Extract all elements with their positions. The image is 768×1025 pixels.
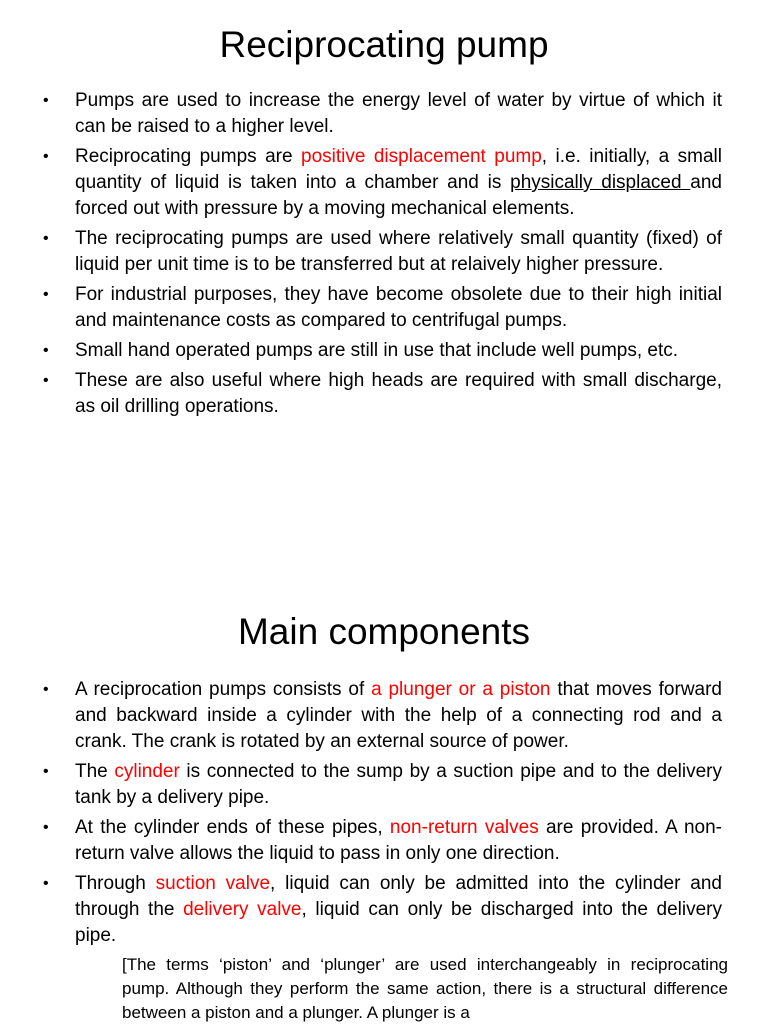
- slide-title: Main components: [237, 611, 531, 652]
- bullet-item: [75, 871, 722, 949]
- bullet-item: [75, 144, 722, 222]
- text-segment: A reciprocation pumps consists of: [75, 679, 372, 700]
- text-segment: For industrial purposes, they have become obsolete due to their high initial and maintenance costs as compared to centrifugal pumps.: [75, 284, 722, 331]
- highlighted-term: suction valve: [155, 873, 271, 894]
- bullet-item: [75, 88, 722, 140]
- text-segment: and forced out with pressure by a moving mechanical elements.: [75, 172, 722, 219]
- text-segment: The reciprocating pumps are used where relatively small quantity (fixed) of liquid per unit time is to be transferred but at relaively higher pressure.: [75, 228, 722, 275]
- bullet-item: [75, 338, 722, 364]
- text-segment: , i.e. initially, a small quantity of liquid is taken into a chamber and is: [75, 146, 722, 193]
- highlighted-term: a plunger or a piston: [371, 679, 551, 700]
- text-segment: , liquid can only be discharged into the delivery pipe.: [75, 899, 723, 946]
- slide-main-components: [0, 600, 768, 1025]
- highlighted-term: non-return valves: [389, 817, 539, 838]
- text-segment: is connected to the sump by a suction pipe and to the delivery tank by a delivery pipe.: [75, 761, 722, 808]
- highlighted-term: positive displacement pump: [301, 146, 542, 167]
- underlined-text: physically displaced: [510, 172, 691, 193]
- bullet-item: [75, 282, 722, 334]
- text-segment: Pumps are used to increase the energy level of water by virtue of which it can be raised to a higher level.: [75, 90, 722, 137]
- text-segment: The: [75, 761, 115, 782]
- text-segment: Reciprocating pumps are: [75, 146, 301, 167]
- text-segment: Through: [75, 873, 156, 894]
- bullet-item: [75, 368, 722, 420]
- bullet-list: [75, 677, 722, 949]
- bullet-list: [75, 88, 722, 420]
- slide-title: Reciprocating pump: [219, 24, 549, 65]
- text-segment: These are also useful where high heads are required with small discharge, as oil drilling operations.: [75, 370, 722, 417]
- bullet-item: [75, 759, 722, 811]
- highlighted-term: delivery valve: [183, 899, 302, 920]
- bullet-item: [75, 226, 722, 278]
- text-segment: that moves forward and backward inside a cylinder with the help of a connecting rod and a crank. The crank is rotated by an external source of power.: [75, 679, 722, 752]
- slide-reciprocating-pump: [0, 0, 768, 424]
- piston-plunger-note: [The terms ‘piston’ and ‘plunger’ are used interchangeably in reciprocating pump. Although they perform the same action, there is a structural difference between a piston and a plunger. A plunger is a: [122, 955, 728, 1022]
- bullet-item: [75, 815, 722, 867]
- highlighted-term: cylinder: [114, 761, 180, 782]
- text-segment: Small hand operated pumps are still in use that include well pumps, etc.: [75, 340, 679, 361]
- text-segment: , liquid can only be admitted into the cylinder and through the: [75, 873, 722, 920]
- bullet-item: [75, 677, 722, 755]
- text-segment: are provided. A non-return valve allows the liquid to pass in only one direction.: [75, 817, 723, 864]
- text-segment: At the cylinder ends of these pipes,: [75, 817, 390, 838]
